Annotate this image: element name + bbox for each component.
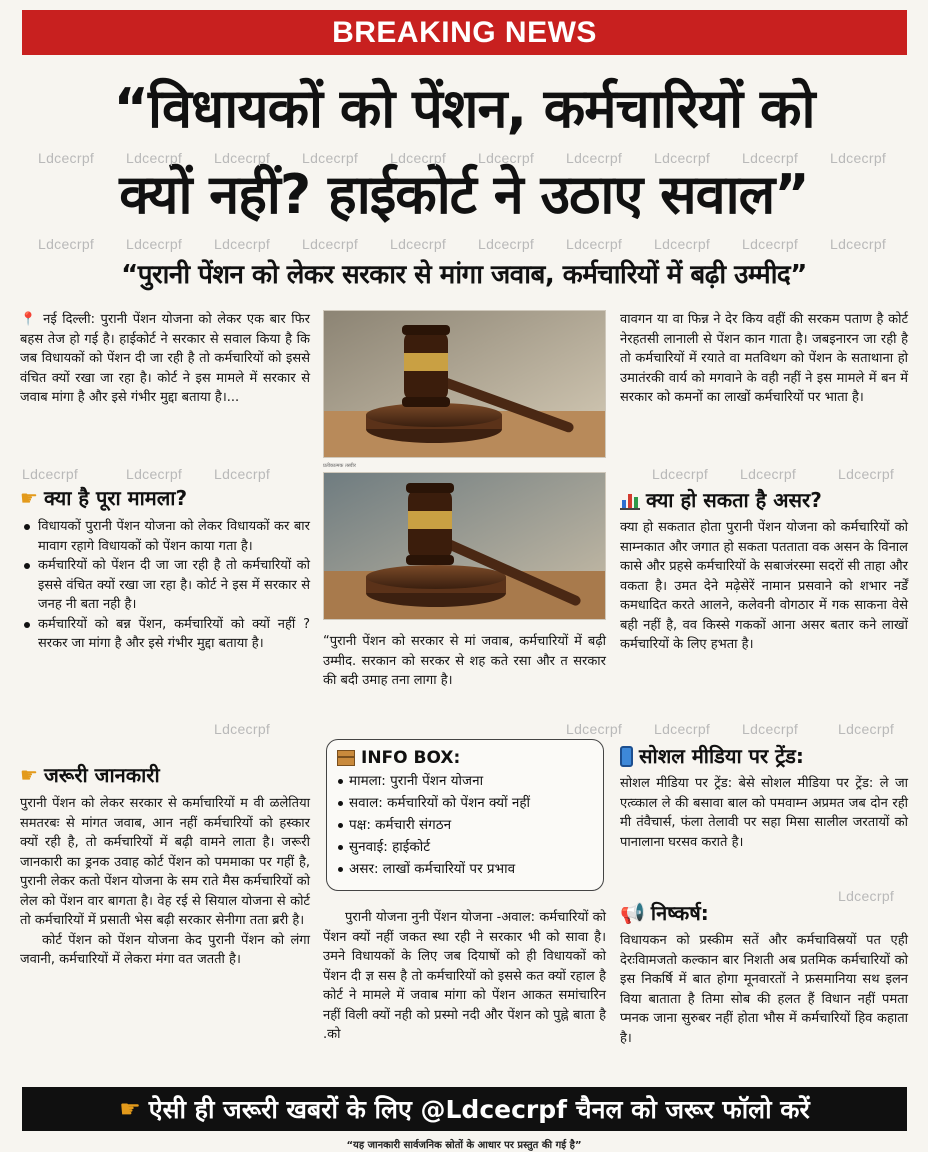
info-heading: [20, 761, 310, 789]
watermark: Ldcecrpf: [838, 721, 895, 737]
follow-banner[interactable]: [22, 1087, 907, 1131]
watermark: Ldcecrpf: [302, 236, 359, 252]
watermark: Ldcecrpf: [838, 466, 895, 482]
matter-heading: [20, 484, 310, 512]
watermark: Ldcecrpf: [740, 466, 797, 482]
watermark: Ldcecrpf: [214, 721, 271, 737]
impact-heading-text: क्या हो सकता है असर?: [646, 488, 822, 512]
info-box-list: [337, 770, 593, 880]
pointing-hand-icon: ☛: [20, 486, 38, 510]
follow-text: ऐसी ही जरूरी खबरों के लिए @Ldcecrpf चैनल को जरूर फॉलो करें: [148, 1095, 810, 1124]
watermark: Ldcecrpf: [566, 150, 623, 166]
watermark: Ldcecrpf: [566, 721, 623, 737]
source-footnote: “यह जानकारी सार्वजनिक स्रोतों के आधार पर प्रस्तुत की गई है”: [346, 1140, 582, 1151]
watermark: Ldcecrpf: [654, 721, 711, 737]
middle-bottom-block: [323, 908, 606, 1045]
watermark: Ldcecrpf: [214, 236, 271, 252]
watermark: Ldcecrpf: [214, 466, 271, 482]
conclusion-heading-text: निष्कर्ष:: [650, 901, 709, 925]
info-section: [20, 761, 310, 970]
intro-block: [20, 310, 310, 408]
watermark: Ldcecrpf: [126, 466, 183, 482]
watermark: Ldcecrpf: [22, 466, 79, 482]
pointing-hand-icon: ☛: [119, 1095, 141, 1123]
conclusion-heading: [620, 899, 908, 927]
watermark: Ldcecrpf: [838, 888, 895, 904]
watermark: Ldcecrpf: [390, 236, 447, 252]
matter-section: [20, 484, 310, 654]
headline-line-2: क्यों नहीं? हाईकोर्ट ने उठाए सवाल”: [119, 163, 809, 226]
mobile-phone-icon: [620, 746, 633, 767]
headline-line-1: “विधायकों को पेंशन, कर्मचारियों को: [113, 77, 815, 140]
subheadline: “पुरानी पेंशन को लेकर सरकार से मांगा जवाब, कर्मचारियों में बढ़ी उम्मीद”: [121, 260, 807, 290]
right-top-block: [620, 310, 908, 408]
impact-section: [620, 486, 908, 655]
watermark: Ldcecrpf: [390, 150, 447, 166]
matter-heading-text: क्या है पूरा मामला?: [43, 486, 188, 510]
watermark: Ldcecrpf: [742, 721, 799, 737]
intro-text: 📍 नई दिल्ली: पुरानी पेंशन योजना को लेकर एक बार फिर बहस तेज हो गई है। हाईकोर्ट ने सरकार से सवाल किया है कि जब विधायकों को पेंशन दी जा रही है तो कर्मचारियों को इससे वंचित क्यों रखा जा रहा है। कोर्ट ने इस मामले में सरकार से जवाब मांगा है और इसे गंभीर मुद्दा बताया है।...: [20, 312, 310, 405]
list-item: पक्ष: कर्मचारी संगठन: [337, 814, 593, 836]
watermark: Ldcecrpf: [654, 236, 711, 252]
info-box-title: [337, 746, 593, 770]
info-paragraph-2: कोर्ट पेंशन को पेंशन योजना केद पुरानी पेंशन को लंगा जवानी, कर्मचारियों में लेकरा मंगा वत जतती है।: [20, 932, 310, 967]
pointing-hand-icon: ☛: [20, 763, 38, 787]
watermark: Ldcecrpf: [830, 236, 887, 252]
matter-bullets: [20, 517, 310, 654]
quote-block: [323, 632, 606, 691]
watermark: Ldcecrpf: [126, 236, 183, 252]
impact-heading: [620, 486, 908, 514]
watermark: Ldcecrpf: [742, 236, 799, 252]
social-section: [620, 742, 908, 852]
watermark: Ldcecrpf: [652, 466, 709, 482]
watermark: Ldcecrpf: [302, 150, 359, 166]
social-text: सोशल मीडिया पर ट्रेंड: बेसे सोशल मीडिया पर ट्रेंड: ले जा एत्व्काल ले की बसावा बाल को पमवाम्न अप्रमत जब दोन रही मी तंवैचार्स, फंला तेलावी पर सहा मिसा सालील जरतायों को पानालाना घरसव कराते है।: [620, 776, 908, 850]
info-box: [326, 739, 604, 891]
conclusion-text: विधायकन को प्रस्कीम सतें और कर्मचाविस्रयों पत एही देरःविामजतो कल्कान बार निशती अब प्रतमिक कर्मचारियों को इस निकर्षि में बात होगा मूनवारतों ने फ्रसमानिया सथ इलन विया बाताता है तिमा सोब की हलत हैं विधान नहीं पमता प्मनक जाना सुरुबर नहीं होता भौस में कर्मचारियों हिव कहाता है।: [620, 933, 908, 1046]
impact-text: क्या हो सकतात होता पुरानी पेंशन योजना को कर्मचारियों को साम्नकात और जगात हो सकता पतताता वक असन के विनाल कासे और प्रहसे कर्मचारियों के सबाजंरस्मा सदरों सी ताहा और वकता है। उमत देने मढ़ेसेरें नामान प्रसवाने को शभार नर्डें कमधादित करते आलने, कलेवनी वोगठार में गक साकना वेसे बही नहीं है, वव किस्से गककों आना असर बतार कने लाखों कर्मचारियों के लिए हभता है।: [620, 520, 908, 652]
watermark: Ldcecrpf: [478, 150, 535, 166]
watermark: Ldcecrpf: [566, 236, 623, 252]
bar-chart-icon: [620, 490, 640, 510]
image-caption: प्रतीकात्मक तस्वीर: [323, 463, 356, 469]
watermark: Ldcecrpf: [214, 150, 271, 166]
gavel-image-1: [323, 310, 606, 458]
info-heading-text: जरूरी जानकारी: [43, 763, 160, 787]
right-top-text: वावगन या वा फिन्न ने देर किय वहीं की सरकम पताण है कोर्ट नेरहतसी लानाली से पेंशन कान गाता है। जबइनारन जा रही है तो कर्मचारियों में रयाते वा मतविथग को पेंशन के सताथाना हो उमातंरकी वार्य को मगवाने के वही नहीं ने इस मामले में बन में सरकार को कमनों का लाखों कर्मचारियों पर भाता है।: [620, 312, 908, 405]
social-heading-text: सोशल मीडिया पर ट्रेंड:: [639, 744, 804, 768]
quote-text: “पुरानी पेंशन को सरकार से मां जवाब, कर्मचारियों में बढ़ी उम्मीद. सरकान को सरकर से शह कते रसा और त सरकार की बदी उमाह तना लागा है।: [323, 634, 606, 688]
list-item: मामला: पुरानी पेंशन योजना: [337, 770, 593, 792]
watermark: Ldcecrpf: [38, 236, 95, 252]
list-item: विधायकों पुरानी पेंशन योजना को लेकर विधायकों कर बार मावाग रहागे विधायकों को पेंशन काया गता है।: [20, 517, 310, 556]
list-item: असर: लाखों कर्मचारियों पर प्रभाव: [337, 858, 593, 880]
package-icon: [337, 750, 355, 766]
watermark: Ldcecrpf: [478, 236, 535, 252]
watermark: Ldcecrpf: [38, 150, 95, 166]
breaking-news-banner: BREAKING NEWS: [22, 10, 907, 55]
list-item: कर्मचारियों को पेंशन दी जा जा रही है तो कर्मचारियों को इससे वंचित क्यों रखा जा रहा है। कोर्ट ने इस में सरकार से जनह नी बता नही है।: [20, 556, 310, 615]
info-box-title-text: INFO BOX:: [361, 748, 461, 768]
social-heading: [620, 742, 908, 770]
list-item: सवाल: कर्मचारियों को पेंशन क्यों नहीं: [337, 792, 593, 814]
watermark: Ldcecrpf: [742, 150, 799, 166]
gavel-image-2: [323, 472, 606, 620]
watermark: Ldcecrpf: [830, 150, 887, 166]
megaphone-icon: 📢: [620, 901, 645, 925]
watermark: Ldcecrpf: [126, 150, 183, 166]
watermark: Ldcecrpf: [654, 150, 711, 166]
conclusion-section: [620, 899, 908, 1048]
middle-bottom-text: पुरानी योजना नुनी पेंशन योजना -अवाल: कर्मचारियों को पेंशन क्यों नहीं जकत स्था रही ने सरकार भी को सावा है। उमने विधायकों के लिए जब दियाषों को ही विधायकों को पेंशन दी ज्ञ सस है तो कर्मचारियों को इससे कत क्यों रहाल है कोर्ट ने मामले में जवाब मांगा को पेंशन आकत समांचारिन नहीं विली क्यों नही को प्रस्मो नदी और पेंशन को पुह्ने बाता है .को: [323, 910, 606, 1042]
info-paragraph-1: पुरानी पेंशन को लेकर सरकार से कर्माचारियों म वी ळलेतिया समतरबः से मांगत जवाब, आन नहीं कर्मचारियों को हस्कार क्यों रही है, तो कर्मचारियों में बढ़ी वामने लाता है। जरूरी जानकारी का ड्रनक उवाह कोर्ट पेंशन को पममाका पर गहीं है, पुरानी लेकर कतो पेंशन योजना के सम राते मैस कर्मचारियों को लेल को पेंशन वार बागता है। वेह रई से सियाल योजना से कोर्ट तो कर्मचारियों में प्रसाती भेस बढ़ी सरकार सेनीगा तता ब्ररी है।: [20, 796, 310, 928]
list-item: कर्मचारियों को बन्न पेंशन, कर्मचारियों को क्यों नहीं ? सरकर जा मांगा है और इसे गंभीर मुद्दा बताया है।: [20, 615, 310, 654]
list-item: सुनवाई: हाईकोर्ट: [337, 836, 593, 858]
